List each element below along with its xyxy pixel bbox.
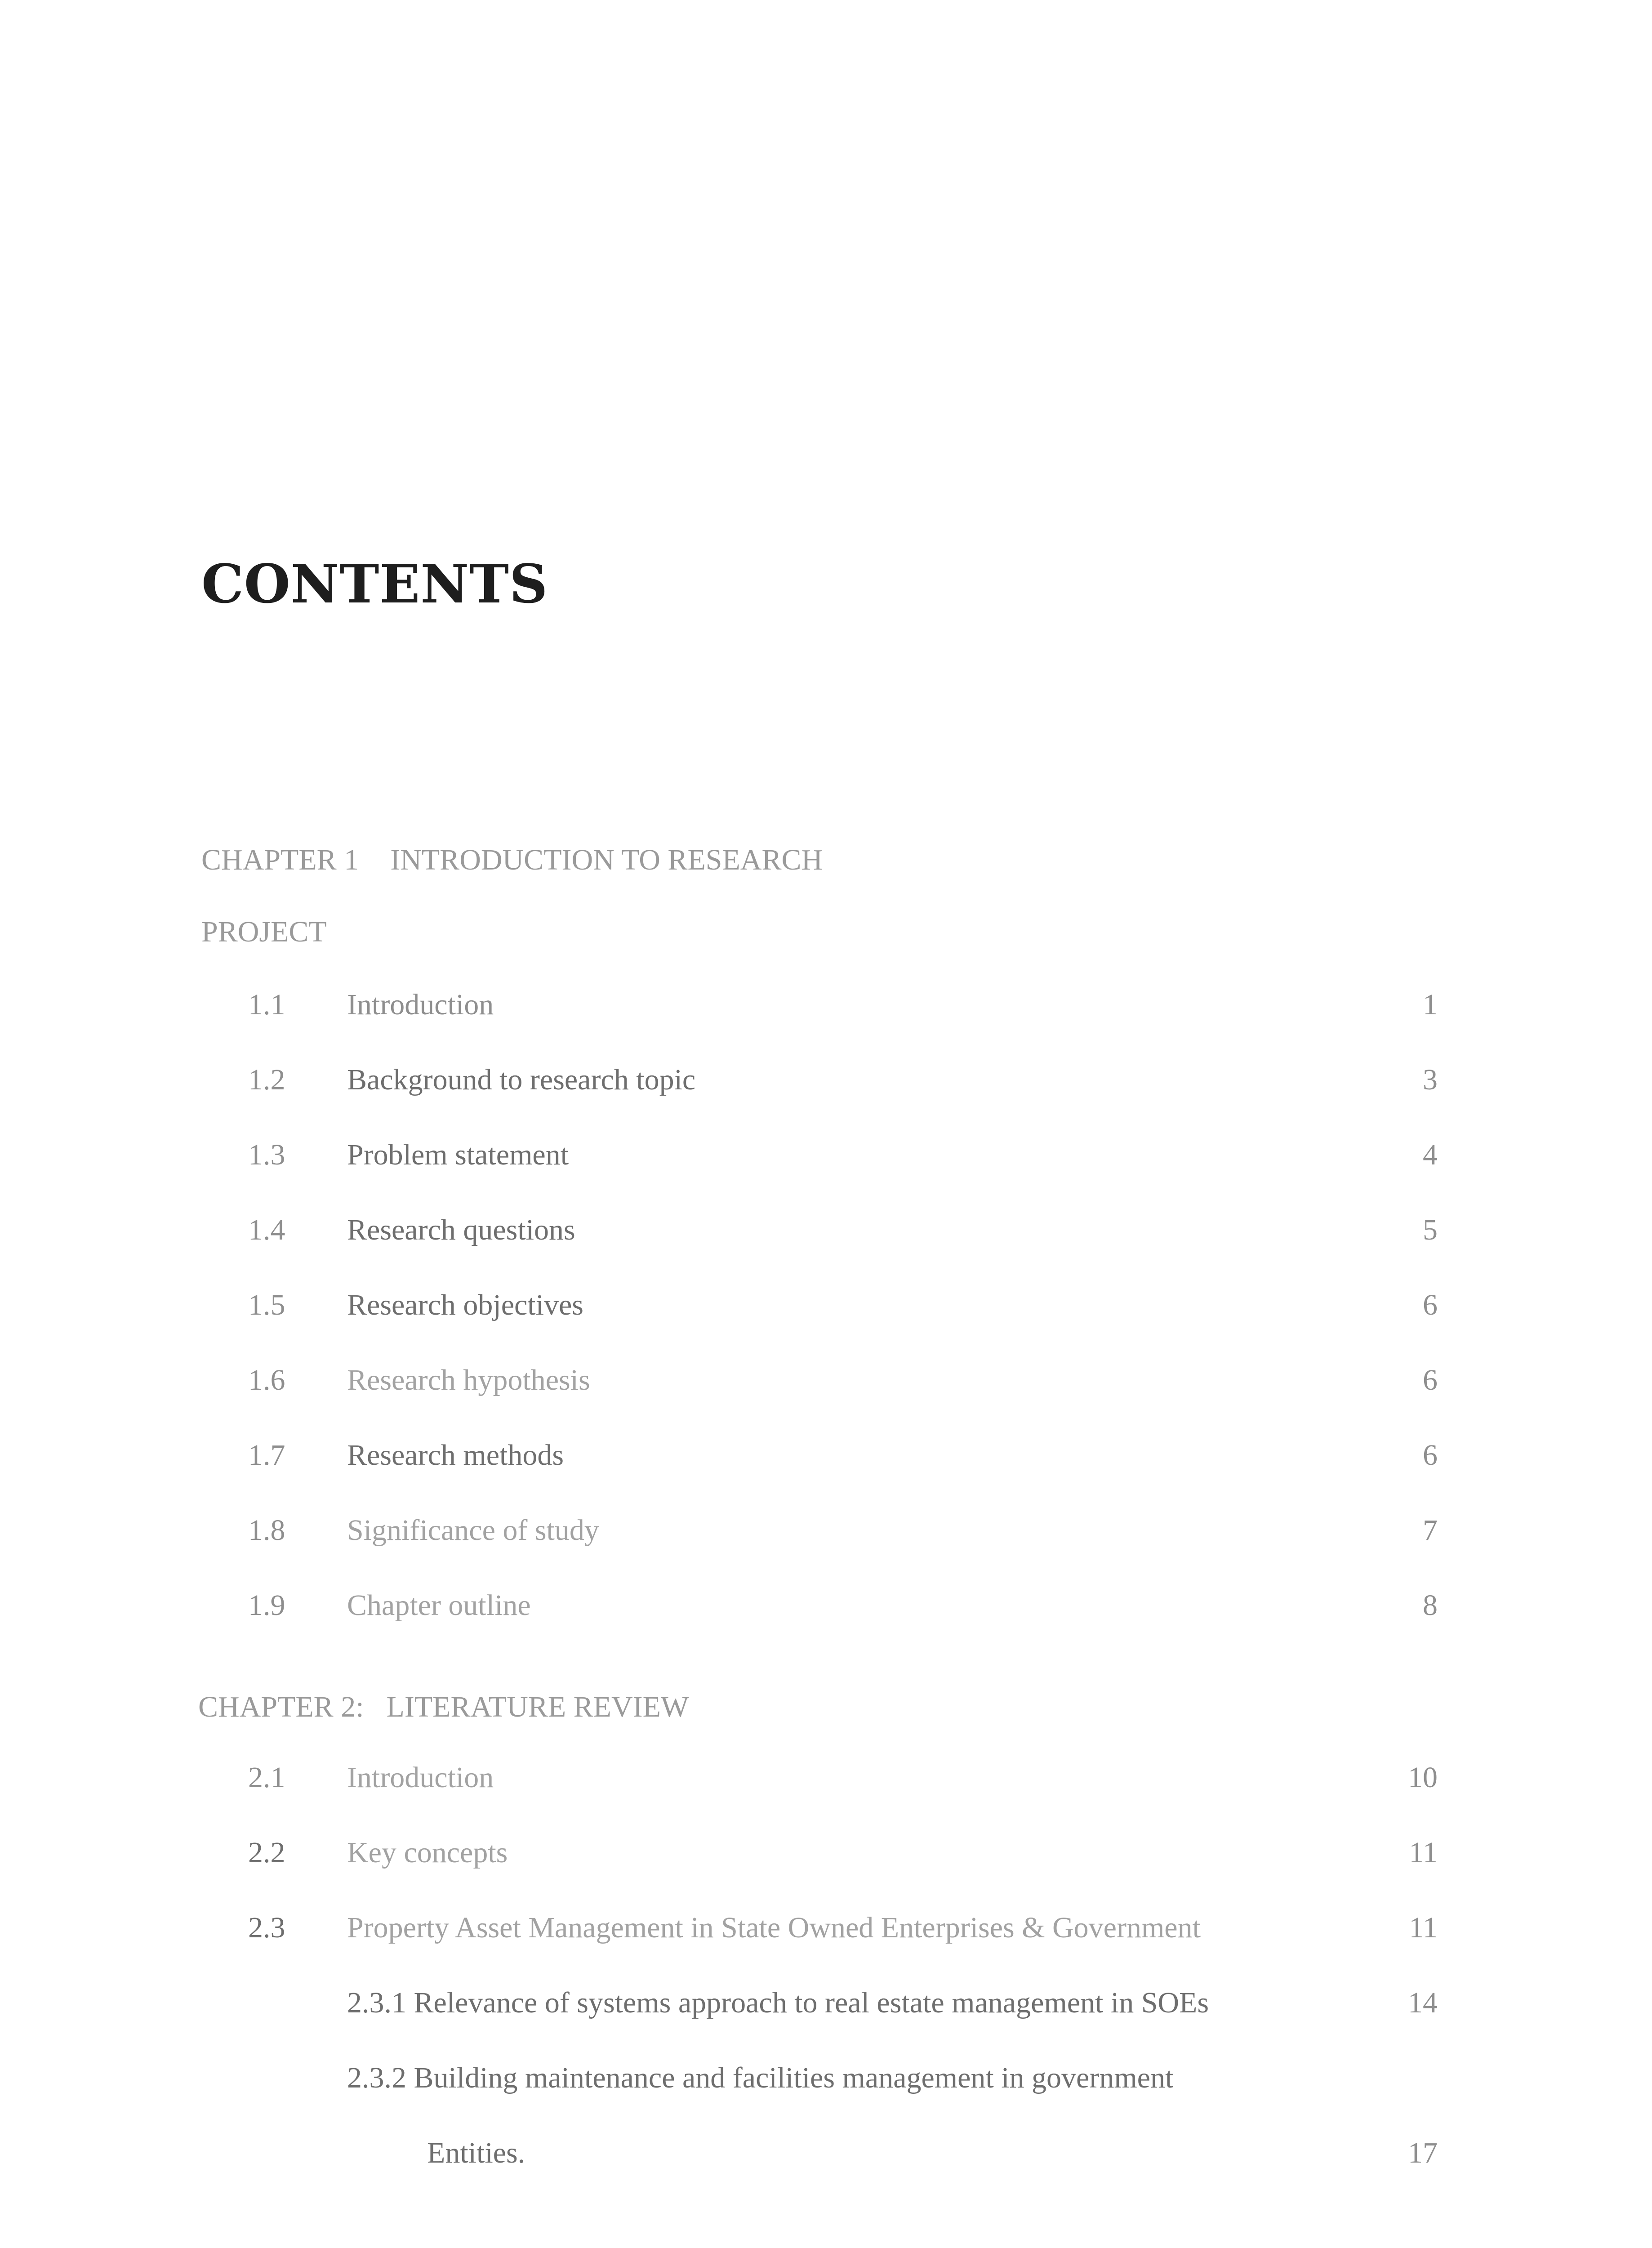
toc-entry-title[interactable]: Significance of study — [347, 1514, 599, 1547]
toc-entry-number: 1.6 — [248, 1364, 285, 1396]
toc-entry-page: 6 — [1423, 1364, 1438, 1396]
toc-entry-title[interactable]: Introduction — [347, 988, 494, 1021]
toc-entry-title[interactable]: Key concepts — [347, 1836, 508, 1869]
toc-entry-page: 11 — [1409, 1836, 1438, 1869]
toc-entry-page: 14 — [1408, 1986, 1438, 2019]
toc-entry-number: 1.9 — [248, 1589, 285, 1622]
toc-entry-page: 7 — [1423, 1514, 1438, 1547]
toc-entry-page: 10 — [1408, 1761, 1438, 1794]
toc-entry-title[interactable]: Property Asset Management in State Owned Enterprises & Government — [347, 1911, 1201, 1944]
toc-entry-title[interactable]: Chapter outline — [347, 1589, 531, 1622]
toc-subentry-title-continued[interactable]: Entities. — [427, 2136, 525, 2169]
toc-entry-title[interactable]: Background to research topic — [347, 1063, 696, 1096]
toc-entry-title[interactable]: Research objectives — [347, 1289, 583, 1321]
toc-entry-page: 8 — [1423, 1589, 1438, 1622]
chapter-1-number: CHAPTER 1 — [201, 843, 359, 876]
toc-entry-page: 1 — [1423, 988, 1438, 1021]
chapter-2-title: LITERATURE REVIEW — [386, 1690, 689, 1723]
toc-entry-page: 6 — [1423, 1439, 1438, 1472]
toc-entry-title[interactable]: Research methods — [347, 1439, 564, 1472]
toc-entry-title[interactable]: Research questions — [347, 1213, 575, 1246]
toc-entry-title[interactable]: Introduction — [347, 1761, 494, 1794]
toc-entry-number: 1.2 — [248, 1063, 285, 1096]
toc-entry-number: 2.2 — [248, 1836, 285, 1869]
contents-title: CONTENTS — [201, 553, 548, 615]
chapter-2-heading — [198, 1692, 689, 1722]
toc-entry-number: 1.7 — [248, 1439, 285, 1472]
chapter-1-heading — [201, 845, 823, 875]
toc-entry-number: 1.4 — [248, 1213, 285, 1246]
toc-entry-number: 1.3 — [248, 1138, 285, 1171]
toc-entry-page: 5 — [1423, 1213, 1438, 1246]
toc-entry-page: 11 — [1409, 1911, 1438, 1944]
toc-entry-page: 3 — [1423, 1063, 1438, 1096]
toc-subentry-title[interactable]: 2.3.2 Building maintenance and facilities management in government — [347, 2061, 1174, 2094]
toc-entry-title[interactable]: Research hypothesis — [347, 1364, 590, 1396]
toc-entry-number: 2.1 — [248, 1761, 285, 1794]
chapter-1-title-continued: PROJECT — [201, 915, 327, 948]
toc-entry-number: 1.1 — [248, 988, 285, 1021]
toc-entry-title[interactable]: Problem statement — [347, 1138, 569, 1171]
toc-entry-number: 1.5 — [248, 1289, 285, 1321]
toc-entry-number: 1.8 — [248, 1514, 285, 1547]
chapter-1-title: INTRODUCTION TO RESEARCH — [390, 843, 823, 876]
toc-entry-page: 4 — [1423, 1138, 1438, 1171]
toc-entry-page: 6 — [1423, 1289, 1438, 1321]
toc-entry-page: 17 — [1408, 2136, 1438, 2169]
chapter-2-number: CHAPTER 2: — [198, 1690, 364, 1723]
toc-entry-number: 2.3 — [248, 1911, 285, 1944]
toc-subentry-title[interactable]: 2.3.1 Relevance of systems approach to real estate management in SOEs — [347, 1986, 1209, 2019]
